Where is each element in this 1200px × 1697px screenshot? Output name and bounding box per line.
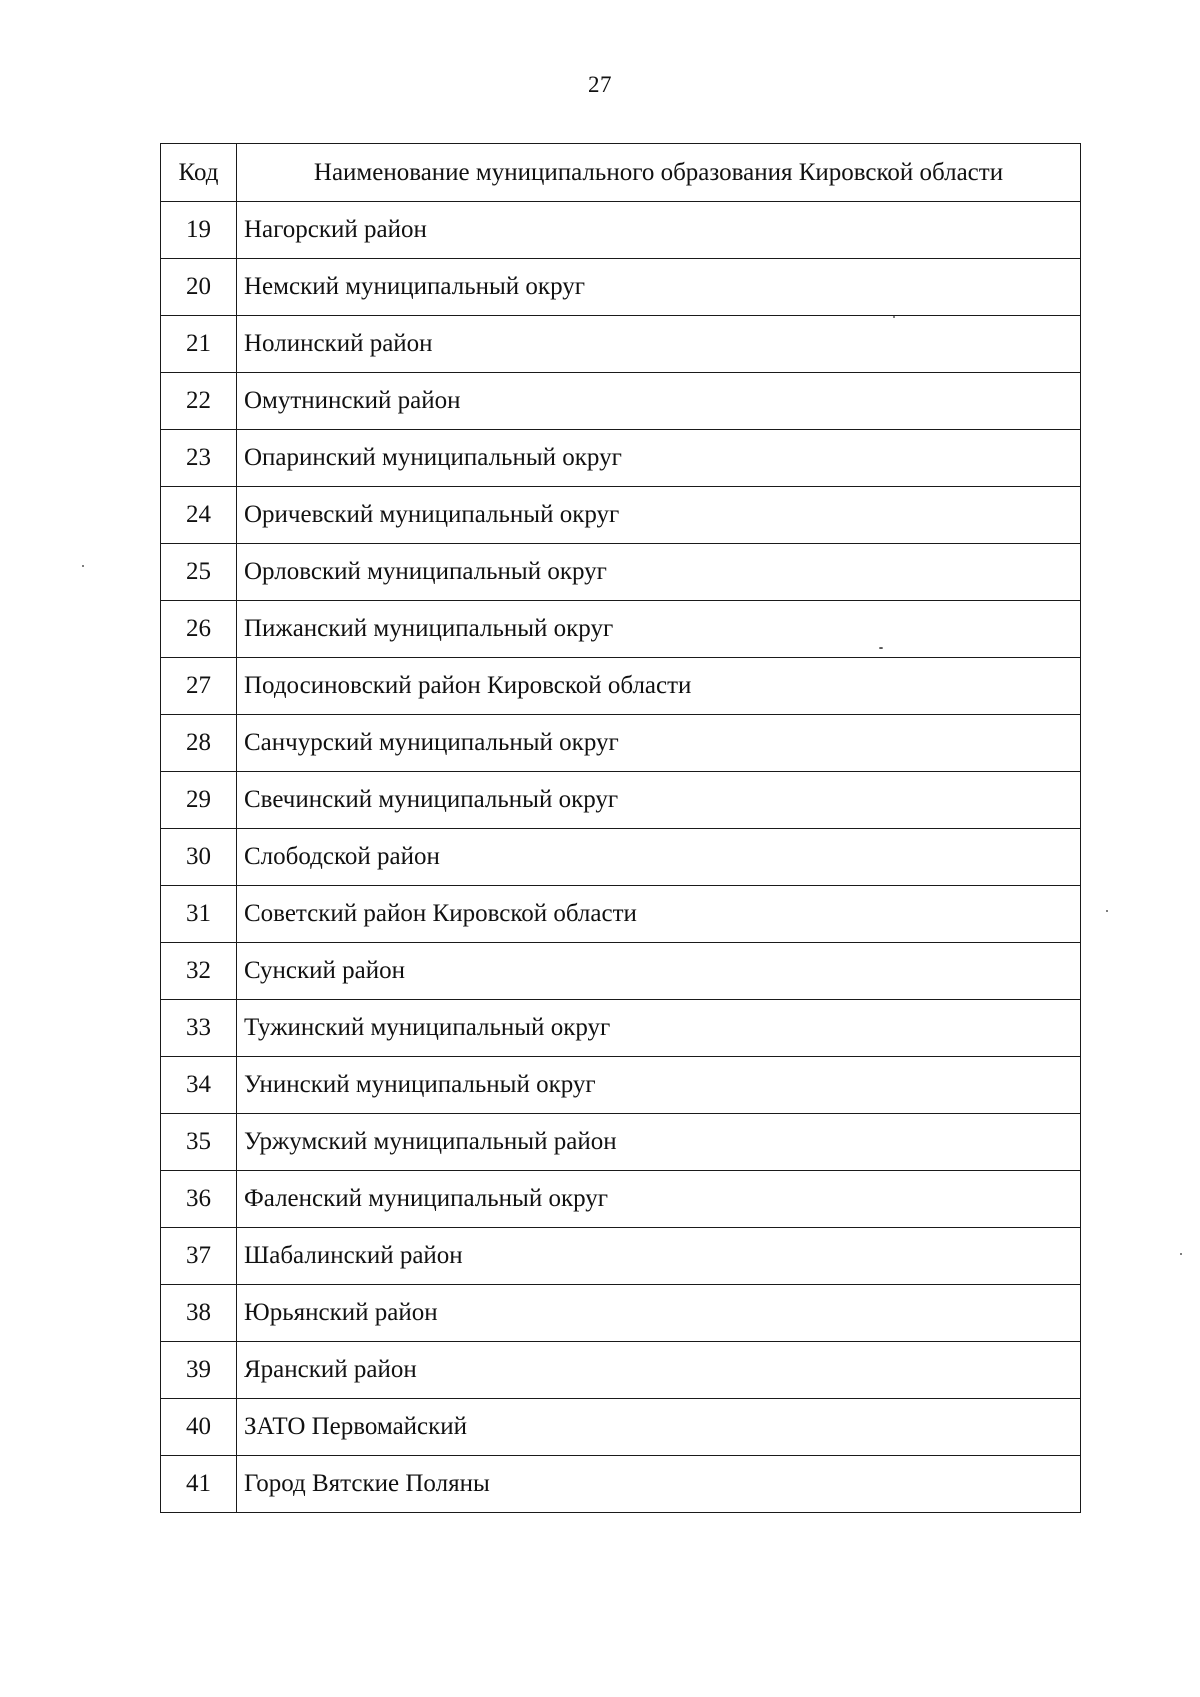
table-row	[161, 1342, 1081, 1399]
table-row	[161, 715, 1081, 772]
table-row	[161, 658, 1081, 715]
row-code: 35	[161, 1114, 237, 1171]
table-row	[161, 1171, 1081, 1228]
row-code: 38	[161, 1285, 237, 1342]
row-name: Унинский муниципальный округ	[237, 1057, 1081, 1114]
table-row	[161, 544, 1081, 601]
row-name: Юрьянский район	[237, 1285, 1081, 1342]
row-name: Оричевский муниципальный округ	[237, 487, 1081, 544]
table-row	[161, 1000, 1081, 1057]
scan-speck	[893, 316, 895, 318]
row-name: Город Вятские Поляны	[237, 1456, 1081, 1513]
scan-speck	[82, 565, 84, 567]
row-name: Советский район Кировской области	[237, 886, 1081, 943]
row-name: Орловский муниципальный округ	[237, 544, 1081, 601]
row-name: Санчурский муниципальный округ	[237, 715, 1081, 772]
scan-speck	[879, 647, 883, 649]
row-code: 29	[161, 772, 237, 829]
table-row	[161, 487, 1081, 544]
row-code: 33	[161, 1000, 237, 1057]
page-number: 27	[588, 72, 612, 97]
table-row	[161, 601, 1081, 658]
row-name: Нагорский район	[237, 202, 1081, 259]
row-code: 39	[161, 1342, 237, 1399]
row-code: 41	[161, 1456, 237, 1513]
row-code: 20	[161, 259, 237, 316]
row-code: 26	[161, 601, 237, 658]
header-name: Наименование муниципального образования Кировской области	[237, 144, 1081, 202]
table-row	[161, 430, 1081, 487]
row-name: Нолинский район	[237, 316, 1081, 373]
row-name: Сунский район	[237, 943, 1081, 1000]
row-code: 36	[161, 1171, 237, 1228]
row-code: 22	[161, 373, 237, 430]
header-code: Код	[161, 144, 237, 202]
row-name: Опаринский муниципальный округ	[237, 430, 1081, 487]
table-row	[161, 1057, 1081, 1114]
row-name: Слободской район	[237, 829, 1081, 886]
table-row	[161, 1285, 1081, 1342]
row-name: Свечинский муниципальный округ	[237, 772, 1081, 829]
row-name: Яранский район	[237, 1342, 1081, 1399]
row-code: 25	[161, 544, 237, 601]
row-code: 37	[161, 1228, 237, 1285]
table-row	[161, 1114, 1081, 1171]
row-code: 28	[161, 715, 237, 772]
row-name: ЗАТО Первомайский	[237, 1399, 1081, 1456]
row-code: 31	[161, 886, 237, 943]
row-name: Подосиновский район Кировской области	[237, 658, 1081, 715]
table-header-row	[161, 144, 1081, 202]
table-row	[161, 943, 1081, 1000]
row-code: 27	[161, 658, 237, 715]
row-code: 23	[161, 430, 237, 487]
row-code: 34	[161, 1057, 237, 1114]
row-name: Тужинский муниципальный округ	[237, 1000, 1081, 1057]
row-code: 40	[161, 1399, 237, 1456]
table-row	[161, 886, 1081, 943]
table-row	[161, 1399, 1081, 1456]
table-row	[161, 373, 1081, 430]
row-name: Уржумский муниципальный район	[237, 1114, 1081, 1171]
scan-speck	[1106, 910, 1108, 912]
row-name: Немский муниципальный округ	[237, 259, 1081, 316]
row-code: 30	[161, 829, 237, 886]
table-row	[161, 772, 1081, 829]
table-row	[161, 829, 1081, 886]
municipal-table	[160, 143, 1081, 1513]
table-row	[161, 259, 1081, 316]
row-code: 24	[161, 487, 237, 544]
table-row	[161, 202, 1081, 259]
row-name: Шабалинский район	[237, 1228, 1081, 1285]
row-name: Пижанский муниципальный округ	[237, 601, 1081, 658]
table-row	[161, 316, 1081, 373]
row-code: 32	[161, 943, 237, 1000]
row-name: Омутнинский район	[237, 373, 1081, 430]
row-name: Фаленский муниципальный округ	[237, 1171, 1081, 1228]
table-row	[161, 1456, 1081, 1513]
row-code: 19	[161, 202, 237, 259]
row-code: 21	[161, 316, 237, 373]
scan-speck	[1180, 1253, 1182, 1255]
table-row	[161, 1228, 1081, 1285]
